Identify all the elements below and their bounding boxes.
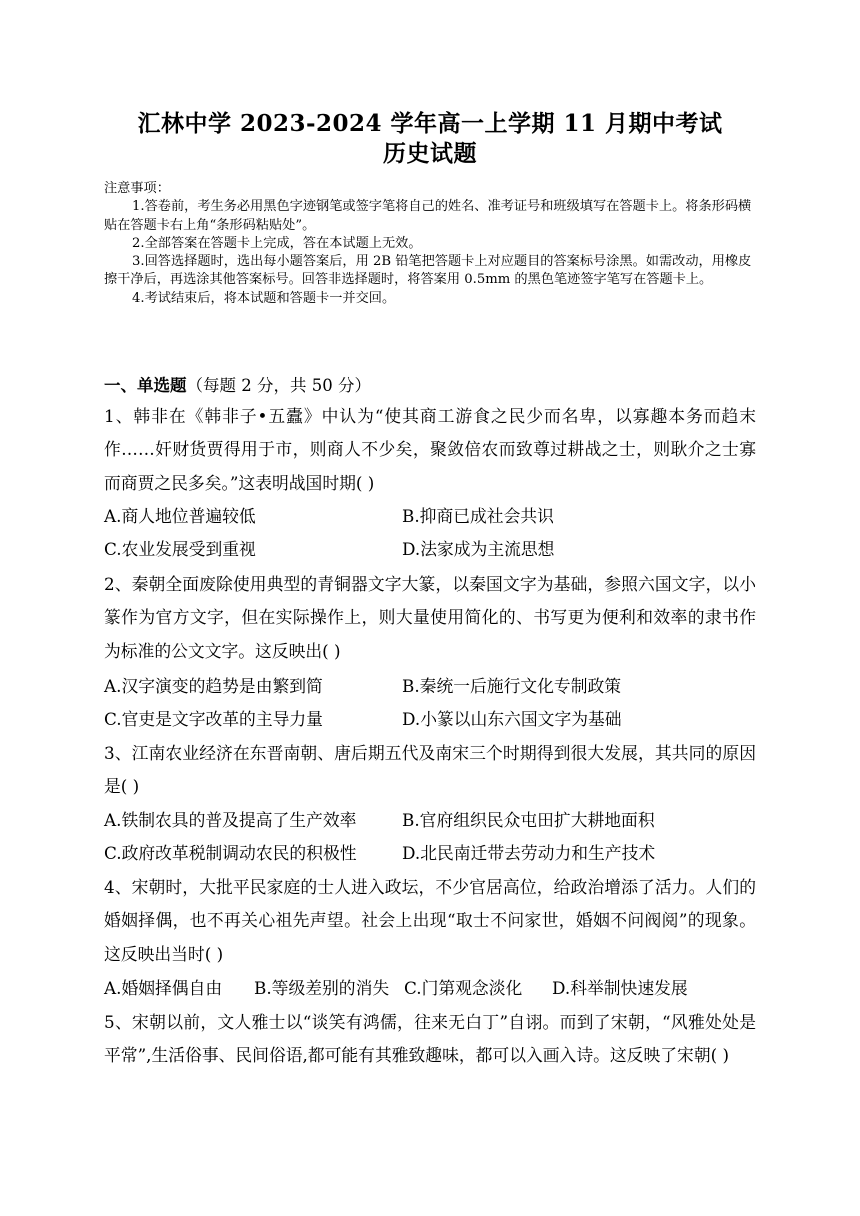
section-title: 一、单选题 <box>104 376 187 395</box>
option-d: D.北民南迁带去劳动力和生产技术 <box>402 843 656 863</box>
option-d: D.小篆以山东六国文字为基础 <box>402 709 622 729</box>
section-heading <box>104 372 371 396</box>
question-1-stem: 1、韩非在《韩非子•五蠹》中认为“使其商工游食之民少而名卑，以寡趣本务而趋末作……奸财货贾得用于市，则商人不少矣，聚敛倍农而致尊过耕战之士，则耿介之士寡而商贾之民多矣。”这表明战国时期( ) <box>104 406 756 493</box>
option-c: C.政府改革税制调动农民的积极性 <box>104 843 357 863</box>
option-a: A.汉字演变的趋势是由繁到简 <box>104 676 323 696</box>
option-b: B.抑商已成社会共识 <box>402 506 554 526</box>
question-4-stem: 4、宋朝时，大批平民家庭的士人进入政坛，不少官居高位，给政治增添了活力。人们的婚姻择偶，也不再关心祖先声望。社会上出现“取士不问家世，婚姻不问阀阅”的现象。这反映出当时( ) <box>104 877 756 964</box>
question-5-stem: 5、宋朝以前，文人雅士以“谈笑有鸿儒，往来无白丁”自诩。而到了宋朝，“风雅处处是平常”,生活俗事、民间俗语,都可能有其雅致趣味，都可以入画入诗。这反映了宋朝( ) <box>104 1012 756 1066</box>
notice-heading: 注意事项： <box>104 181 170 196</box>
notice-block <box>104 180 754 308</box>
section-note: （每题 2 分，共 50 分） <box>186 376 371 395</box>
question-2-stem: 2、秦朝全面废除使用典型的青铜器文字大篆，以秦国文字为基础，参照六国文字，以小篆作为官方文字，但在实际操作上，则大量使用简化的、书写更为便利和效率的隶书作为标准的公文文字。这反映出( ) <box>104 574 756 661</box>
option-c: C.官吏是文字改革的主导力量 <box>104 709 323 729</box>
option-a: A.铁制农具的普及提高了生产效率 <box>104 810 357 830</box>
question-3-stem: 3、江南农业经济在东晋南朝、唐后期五代及南宋三个时期得到很大发展，其共同的原因是( ) <box>104 743 756 797</box>
option-a: A.婚姻择偶自由 <box>104 978 223 998</box>
option-b: B.官府组织民众屯田扩大耕地面积 <box>402 810 655 830</box>
option-c: C.农业发展受到重视 <box>104 539 256 559</box>
exam-title: 汇林中学 2023-2024 学年高一上学期 11 月期中考试 <box>137 110 723 137</box>
notice-item-1: 1.答卷前，考生务必用黑色字迹钢笔或签字笔将自己的姓名、准考证号和班级填写在答题卡上。将条形码横贴在答题卡右上角“条形码粘贴处”。 <box>104 199 752 233</box>
option-b: B.等级差别的消失 <box>254 978 390 998</box>
notice-item-3: 3.回答选择题时，选出每小题答案后，用 2B 铅笔把答题卡上对应题目的答案标号涂黑。如需改动，用橡皮擦干净后，再选涂其他答案标号。回答非选择题时，将答案用 0.5mm 的黑色笔迹签字笔写在答题卡上。 <box>104 254 752 288</box>
notice-item-4: 4.考试结束后，将本试题和答题卡一并交回。 <box>132 290 396 306</box>
option-b: B.秦统一后施行文化专制政策 <box>402 676 622 696</box>
option-d: D.法家成为主流思想 <box>402 539 555 559</box>
notice-item-2: 2.全部答案在答题卡上完成，答在本试题上无效。 <box>132 235 422 251</box>
option-d: D.科举制快速发展 <box>552 978 688 998</box>
option-c: C.门第观念淡化 <box>404 978 523 998</box>
exam-subject-title: 历史试题 <box>383 140 477 167</box>
option-a: A.商人地位普遍较低 <box>104 506 256 526</box>
